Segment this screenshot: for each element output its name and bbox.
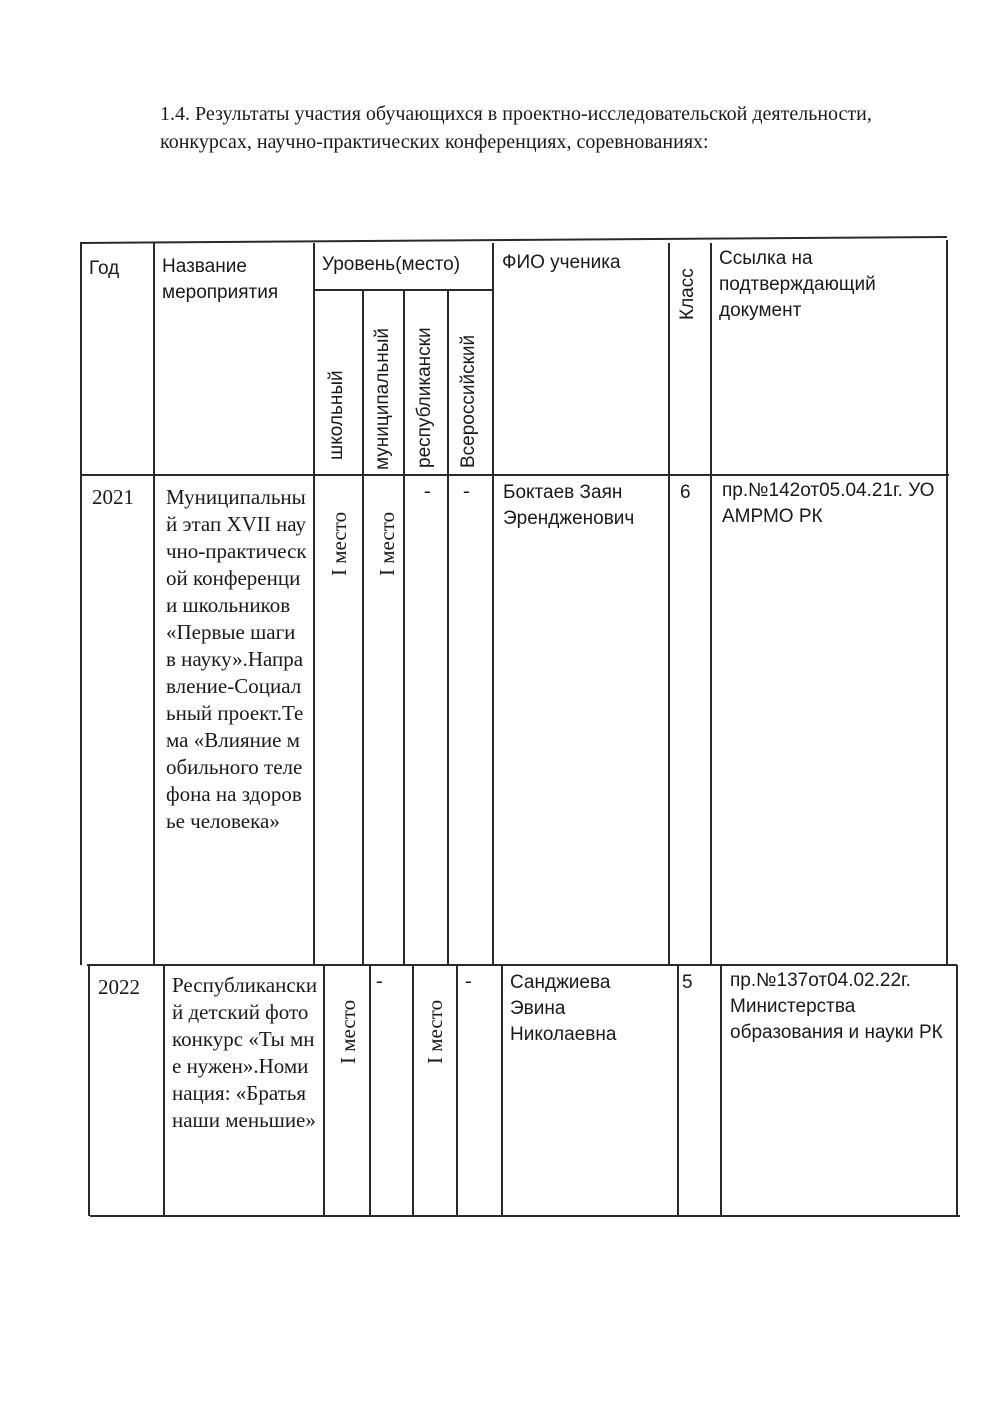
header-event: Название мероприятия <box>162 256 279 303</box>
row1-grade: 6 <box>680 482 691 503</box>
row1-school: I место <box>327 511 351 576</box>
section-heading: 1.4. Результаты участия обучающихся в проектно-исследовательской деятельности, конкурсах, научно-практических конференциях, соревнованиях: <box>160 103 872 153</box>
col-line-0b <box>88 965 90 1216</box>
col-line-5b <box>456 965 458 1216</box>
row1-link: пр.№142от05.04.21г. УО АМРМО РК <box>722 480 935 527</box>
row2-republic: I место <box>423 999 447 1064</box>
header-grade: Класс <box>677 268 698 320</box>
col-line-2b <box>323 965 325 1216</box>
header-link: Ссылка на подтверждающий документ <box>719 248 876 321</box>
header-level-school: школьный <box>326 370 347 460</box>
table-border-top <box>80 236 947 244</box>
col-line-3 <box>362 289 364 965</box>
col-line-9 <box>946 240 948 965</box>
table-border-bottom <box>90 1215 960 1217</box>
header-level-municipal: муниципальный <box>372 328 393 470</box>
row1-event: Муниципальный этап XVII научно-практической конференции школьников «Первые шаги в науку».Направление-Социальный проект.Тема «Влияние мобильного телефона на здоровье человека» <box>166 485 307 833</box>
row1-year: 2021 <box>92 485 134 509</box>
row2-year: 2022 <box>98 975 140 999</box>
header-level: Уровень(место) <box>322 254 461 275</box>
row2-link: пр.№137от04.02.22г. Министерства образования и науки РК <box>730 970 943 1043</box>
col-line-7 <box>668 243 670 965</box>
row1-republic: - <box>424 480 431 502</box>
col-line-4b <box>412 965 414 1216</box>
row-divider-line <box>87 964 957 966</box>
col-line-1b <box>163 965 165 1216</box>
col-line-4 <box>403 289 405 965</box>
col-line-9b <box>956 965 958 1216</box>
header-student: ФИО ученика <box>502 252 621 273</box>
row2-event: Республиканский детский фотоконкурс «Ты мне нужен».Номинация: «Братья наши меньшие» <box>172 973 318 1132</box>
col-line-8b <box>720 965 722 1216</box>
col-line-1 <box>153 243 155 965</box>
row1-national: - <box>463 480 470 502</box>
col-line-7b <box>677 965 679 1216</box>
row1-municipal: I место <box>375 511 399 576</box>
col-line-6 <box>492 243 494 965</box>
row2-student: Санджиева Эвина Николаевна <box>510 972 617 1045</box>
col-line-8 <box>710 243 712 965</box>
col-line-3b <box>369 965 371 1216</box>
header-level-national: Всероссийский <box>458 334 479 468</box>
col-line-2 <box>313 243 315 965</box>
row2-school: I место <box>336 999 360 1064</box>
row1-student: Боктаев Заян Эрендженович <box>503 482 635 529</box>
header-bottom-line <box>82 474 949 476</box>
row2-municipal: - <box>376 970 383 992</box>
header-year: Год <box>89 258 120 279</box>
header-level-republic: республикански <box>414 327 435 468</box>
row2-national: - <box>465 970 472 992</box>
row2-grade: 5 <box>682 972 693 993</box>
col-line-0 <box>80 243 82 965</box>
col-line-6b <box>501 965 503 1216</box>
col-line-5 <box>447 289 449 965</box>
